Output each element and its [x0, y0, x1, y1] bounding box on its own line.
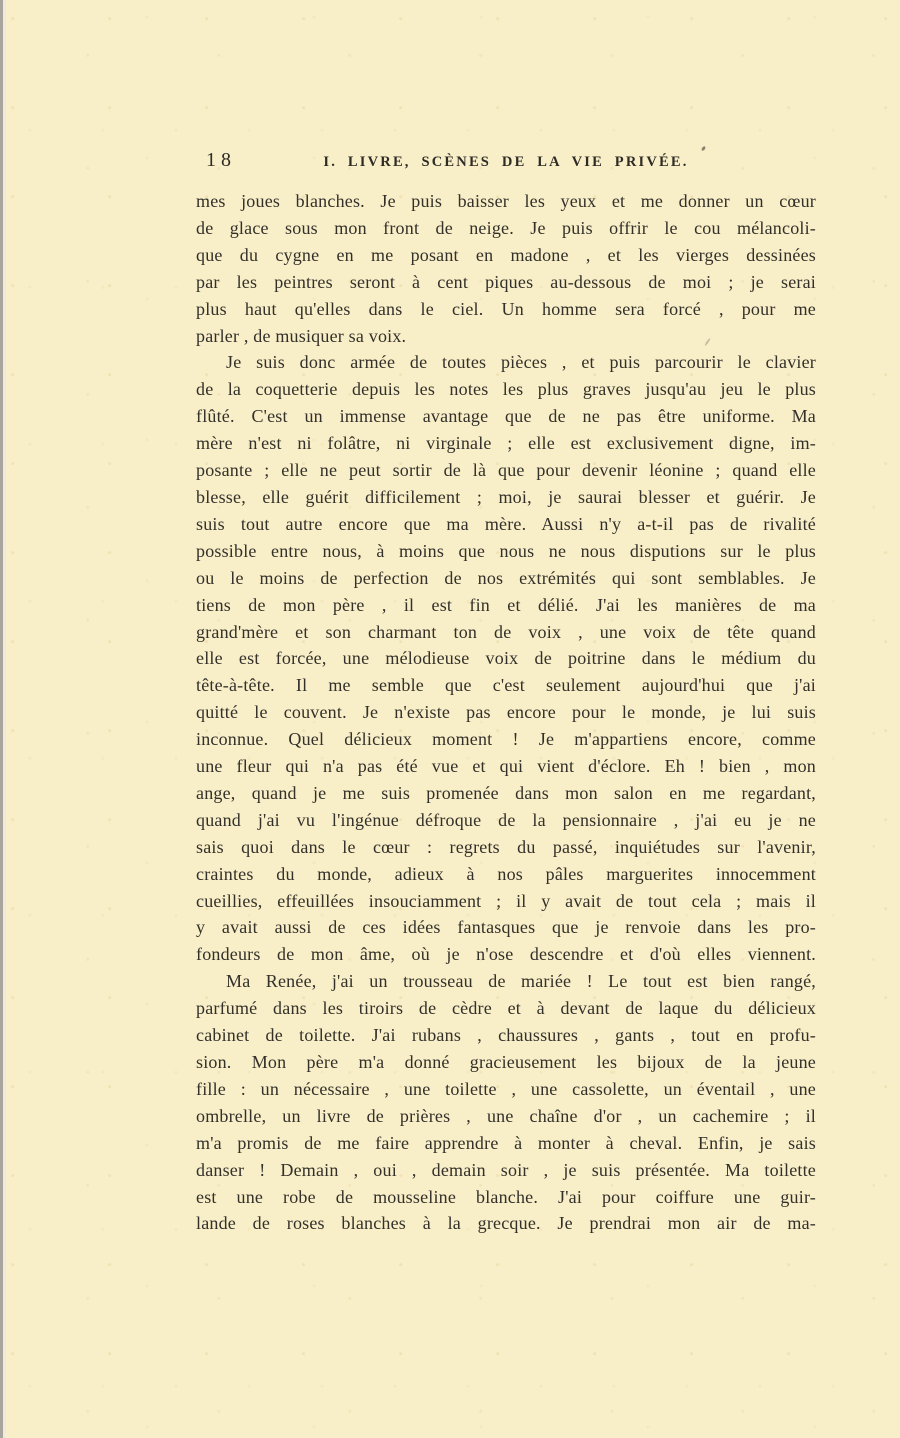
paragraph: [196, 188, 816, 349]
text-line: mère n'est ni folâtre, ni virginale ; elle est exclusivement digne, im-: [196, 433, 816, 454]
text-line: y avait aussi de ces idées fantasques que je renvoie dans les pro-: [196, 917, 816, 938]
text-line: fille : un nécessaire , une toilette , une cassolette, un éventail , une: [196, 1078, 816, 1099]
text-line: tiens de mon père , il est fin et délié. J'ai les manières de ma: [196, 594, 816, 615]
page-header: [196, 150, 816, 180]
text-line: quitté le couvent. Je n'existe pas encore pour le monde, je lui suis: [196, 702, 816, 723]
text-line: par les peintres seront à cent piques au-dessous de moi ; je serai: [196, 271, 816, 292]
text-line: cabinet de toilette. J'ai rubans , chaussures , gants , tout en profu-: [196, 1025, 816, 1046]
text-line: cueillies, effeuillées insouciamment ; il y avait de tout cela ; mais il: [196, 890, 816, 911]
text-line: grand'mère et son charmant ton de voix , une voix de tête quand: [196, 621, 816, 642]
text-line: sais quoi dans le cœur : regrets du passé, inquiétudes sur l'avenir,: [196, 836, 816, 857]
paragraph: [196, 349, 816, 968]
text-line: lande de roses blanches à la grecque. Je prendrai mon air de ma-: [196, 1213, 816, 1234]
text-line: possible entre nous, à moins que nous ne nous disputions sur le plus: [196, 540, 816, 561]
paragraph: [196, 968, 816, 1237]
text-line: plus haut qu'elles dans le ciel. Un homme sera forcé , pour me: [196, 298, 816, 319]
text-line: Ma Renée, j'ai un trousseau de mariée ! Le tout est bien rangé,: [226, 971, 816, 992]
text-line: sion. Mon père m'a donné gracieusement les bijoux de la jeune: [196, 1052, 816, 1072]
text-line: suis tout autre encore que ma mère. Aussi n'y a-t-il pas de rivalité: [196, 513, 816, 534]
text-line: elle est forcée, une mélodieuse voix de poitrine dans le médium du: [196, 648, 816, 669]
text-line: tête-à-tête. Il me semble que c'est seulement aujourd'hui que j'ai: [196, 675, 816, 696]
text-line: blesse, elle guérit difficilement ; moi, je saurai blesser et guérir. Je: [196, 486, 816, 507]
scan-edge: [0, 0, 8, 1438]
text-line: ombrelle, un livre de prières , une chaîne d'or , un cachemire ; il: [196, 1105, 816, 1126]
text-line: parler , de musiquer sa voix.: [196, 325, 407, 346]
text-line: est une robe de mousseline blanche. J'ai pour coiffure une guir-: [196, 1186, 816, 1207]
text-line: m'a promis de me faire apprendre à monter à cheval. Enfin, je sais: [196, 1132, 816, 1153]
text-line: de glace sous mon front de neige. Je puis offrir le cou mélancoli-: [196, 217, 816, 238]
text-line: ange, quand je me suis promenée dans mon salon en me regardant,: [196, 782, 816, 803]
text-line: une fleur qui n'a pas été vue et qui vient d'éclore. Eh ! bien , mon: [196, 756, 816, 777]
text-line: inconnue. Quel délicieux moment ! Je m'appartiens encore, comme: [196, 729, 816, 750]
page-number: 18: [206, 149, 236, 171]
text-line: Je suis donc armée de toutes pièces , et puis parcourir le clavier: [226, 352, 816, 373]
text-line: que du cygne en me posant en madone , et les vierges dessinées: [196, 244, 816, 265]
text-line: flûté. C'est un immense avantage que de ne pas être uniforme. Ma: [196, 406, 816, 427]
text-line: fondeurs de mon âme, où je n'ose descendre et d'où elles viennent.: [196, 944, 816, 965]
running-title: I. LIVRE, SCÈNES DE LA VIE PRIVÉE.: [323, 154, 689, 170]
text-block: [196, 188, 816, 1237]
text-line: quand j'ai vu l'ingénue défroque de la pensionnaire , j'ai eu je ne: [196, 809, 816, 830]
text-line: craintes du monde, adieux à nos pâles marguerites innocemment: [196, 863, 816, 884]
text-line: de la coquetterie depuis les notes les plus graves jusqu'au jeu le plus: [196, 379, 816, 400]
text-line: mes joues blanches. Je puis baisser les yeux et me donner un cœur: [196, 191, 816, 211]
text-line: posante ; elle ne peut sortir de là que pour devenir léonine ; quand elle: [196, 460, 816, 481]
text-line: parfumé dans les tiroirs de cèdre et à devant de laque du délicieux: [196, 998, 816, 1019]
text-line: ou le moins de perfection de nos extrémités qui sont semblables. Je: [196, 567, 816, 588]
text-line: danser ! Demain , oui , demain soir , je suis présentée. Ma toilette: [196, 1159, 816, 1180]
